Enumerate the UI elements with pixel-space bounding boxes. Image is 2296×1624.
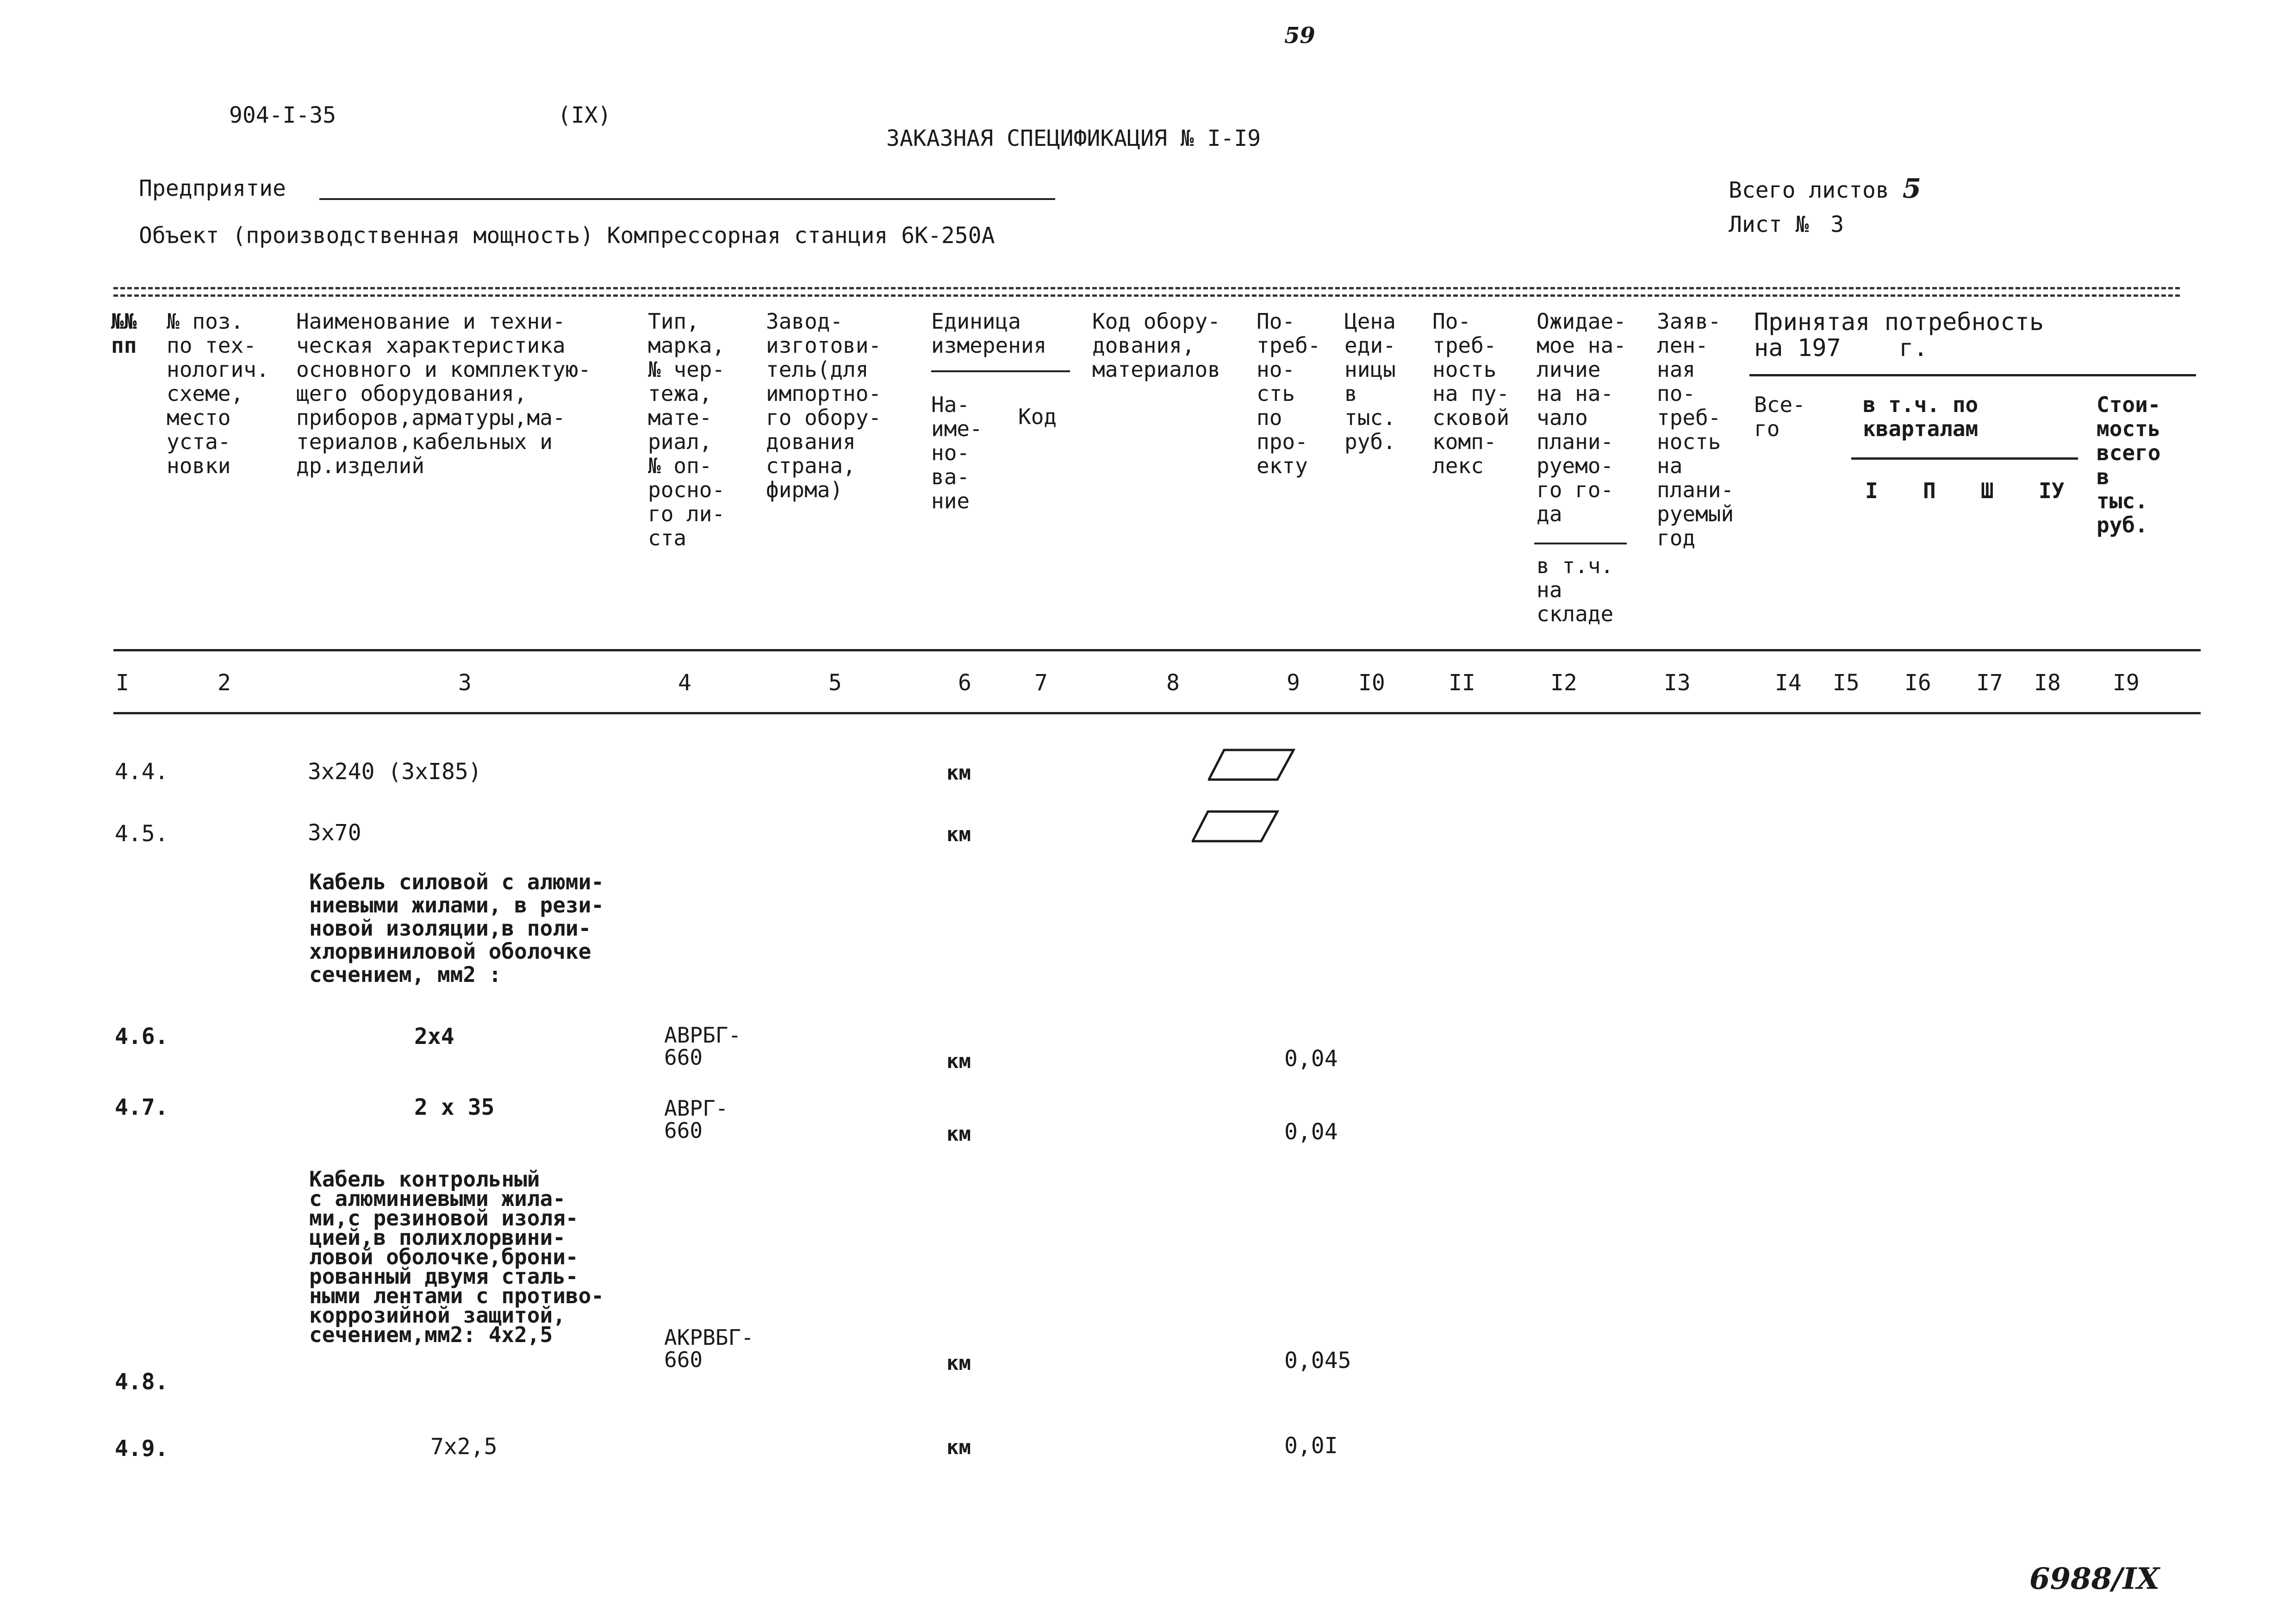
row-number: 4.8. <box>115 1369 168 1395</box>
row-name: 2х4 <box>414 1024 454 1049</box>
row-number: 4.9. <box>115 1436 168 1462</box>
header-bottom-rule <box>113 649 2201 651</box>
header-unit-price: Цена еди- ницы в тыс. руб. <box>1344 309 1396 454</box>
header-type: Тип, марка, № чер- тежа, мате- риал, № оп- росно- го ли- ста <box>648 309 725 550</box>
row-number: 4.6. <box>115 1024 168 1049</box>
column-number: I8 <box>2034 670 2061 696</box>
row-quantity: 0,04 <box>1284 1046 1338 1072</box>
header-manufacturer: Завод- изготови- тель(для импортно- го обору- дования страна, фирма) <box>766 309 882 502</box>
header-quarter-3: Ш <box>1981 478 1994 503</box>
enterprise-label: Предприятие <box>139 175 286 201</box>
header-position: № поз. по тех- нологич. схеме, место уста- новки <box>167 309 269 478</box>
row-unit: км <box>946 761 971 785</box>
row-name: 7х2,5 <box>430 1434 498 1460</box>
row-type: АВРГ- 660 <box>664 1096 728 1143</box>
header-quarters-group: в т.ч. по кварталам <box>1863 392 1979 441</box>
unit-group-rule <box>931 370 1070 372</box>
enterprise-underline <box>319 198 1055 200</box>
cancel-mark-icon <box>1192 808 1280 845</box>
column-number: I3 <box>1664 670 1691 696</box>
table-top-rule-2 <box>113 294 2180 297</box>
column-number: 9 <box>1287 670 1300 696</box>
row-type: АКРВБГ- 660 <box>664 1325 754 1372</box>
quarters-group-rule <box>1851 457 2078 460</box>
header-startup-need: По- треб- ность на пу- сковой комп- лекс <box>1432 309 1510 478</box>
column-number: 6 <box>958 670 971 696</box>
sheets-total <box>1729 173 1922 204</box>
sheet-number-label: Лист № <box>1729 212 1809 237</box>
sheets-total-label: Всего листов <box>1729 177 1889 203</box>
column-number: I0 <box>1358 670 1385 696</box>
column-number: I9 <box>2113 670 2140 696</box>
header-equipment-code: Код обору- дования, материалов <box>1092 309 1220 382</box>
sheet-number <box>1729 212 1844 237</box>
header-total: Все- го <box>1754 392 1805 441</box>
group-note-power-cable: Кабель силовой с алюми- ниевыми жилами, в рези- новой изоляции,в поли- хлорвиниловой оболочке сечением, мм2 : <box>309 869 604 987</box>
row-number: 4.4. <box>115 759 168 785</box>
row-unit: км <box>946 1436 971 1459</box>
stock-subheader-rule <box>1534 543 1627 544</box>
header-unit-name: На- име- но- ва- ние <box>931 392 983 513</box>
row-name: 3х240 (3хI85) <box>308 759 482 785</box>
column-number: 2 <box>218 670 231 696</box>
row-quantity: 0,0I <box>1284 1433 1338 1459</box>
column-number: 5 <box>828 670 842 696</box>
row-number: 4.7. <box>115 1094 168 1120</box>
header-unit-code: Код <box>1018 404 1057 429</box>
column-number: I2 <box>1550 670 1577 696</box>
column-numbers-bottom-rule <box>113 712 2201 714</box>
row-type: АВРБГ- 660 <box>664 1023 741 1070</box>
cancel-mark-icon <box>1208 746 1296 783</box>
document-code: 904-I-35 <box>229 102 336 128</box>
header-quarter-2: П <box>1923 478 1936 503</box>
section-label: (IX) <box>558 102 611 128</box>
column-number: 8 <box>1166 670 1180 696</box>
header-quarter-4: IУ <box>2039 478 2065 503</box>
row-name: 3х70 <box>308 820 361 846</box>
sheets-total-value: 5 <box>1902 173 1922 204</box>
row-unit: км <box>946 823 971 846</box>
row-quantity: 0,045 <box>1284 1348 1351 1374</box>
column-number: I6 <box>1904 670 1931 696</box>
object-line: Объект (производственная мощность) Компрессорная станция 6К-250А <box>139 223 995 249</box>
column-number: I5 <box>1833 670 1860 696</box>
header-accepted-group: Принятая потребность на 197 г. <box>1754 308 2044 362</box>
sheet-number-value: 3 <box>1830 212 1844 237</box>
row-name: 2 х 35 <box>414 1094 495 1120</box>
column-number: II <box>1449 670 1475 696</box>
column-number: I4 <box>1775 670 1802 696</box>
header-name: Наименование и техни- ческая характеристика основного и комплектую- щего оборудования, приборов,арматуры,ма- териалов,кабельных и др.изделий <box>296 309 591 478</box>
header-stock-in-warehouse: в т.ч. на складе <box>1537 553 1614 626</box>
page-number: 59 <box>1284 23 1315 49</box>
accepted-group-rule <box>1749 374 2196 376</box>
row-number: 4.5. <box>115 821 168 847</box>
column-number: 7 <box>1034 670 1048 696</box>
footer-code: 6988/IX <box>2029 1562 2160 1596</box>
header-project-need: По- треб- но- сть по про- екту <box>1257 309 1321 478</box>
table-top-rule <box>113 287 2180 289</box>
header-unit-group: Единица измерения <box>931 309 1047 358</box>
header-row-number: №№ пп <box>111 309 137 358</box>
row-unit: км <box>946 1122 971 1146</box>
row-quantity: 0,04 <box>1284 1119 1338 1145</box>
header-expected-stock: Ожидае- мое на- личие на на- чало плани- руемо- го го- да <box>1537 309 1626 526</box>
column-number: 4 <box>678 670 691 696</box>
row-unit: км <box>946 1351 971 1375</box>
column-number: 3 <box>458 670 472 696</box>
document-title: ЗАКАЗНАЯ СПЕЦИФИКАЦИЯ № I-I9 <box>886 125 1261 151</box>
header-cost-total: Стои- мость всего в тыс. руб. <box>2097 392 2161 537</box>
column-number: I <box>116 670 129 696</box>
group-note-control-cable: Кабель контрольный с алюминиевыми жила- ми,с резиновой изоля- цией,в полихлорвини- ловой оболочке,брони- рованный двумя сталь- ными лентами с противо- коррозийной защитой, сечением,мм2: 4х2,5 <box>309 1167 604 1347</box>
header-declared-need: Заяв- лен- ная по- треб- ность на плани- руемый год <box>1657 309 1734 550</box>
row-unit: км <box>946 1049 971 1073</box>
header-quarter-1: I <box>1865 478 1878 503</box>
column-number: I7 <box>1976 670 2003 696</box>
